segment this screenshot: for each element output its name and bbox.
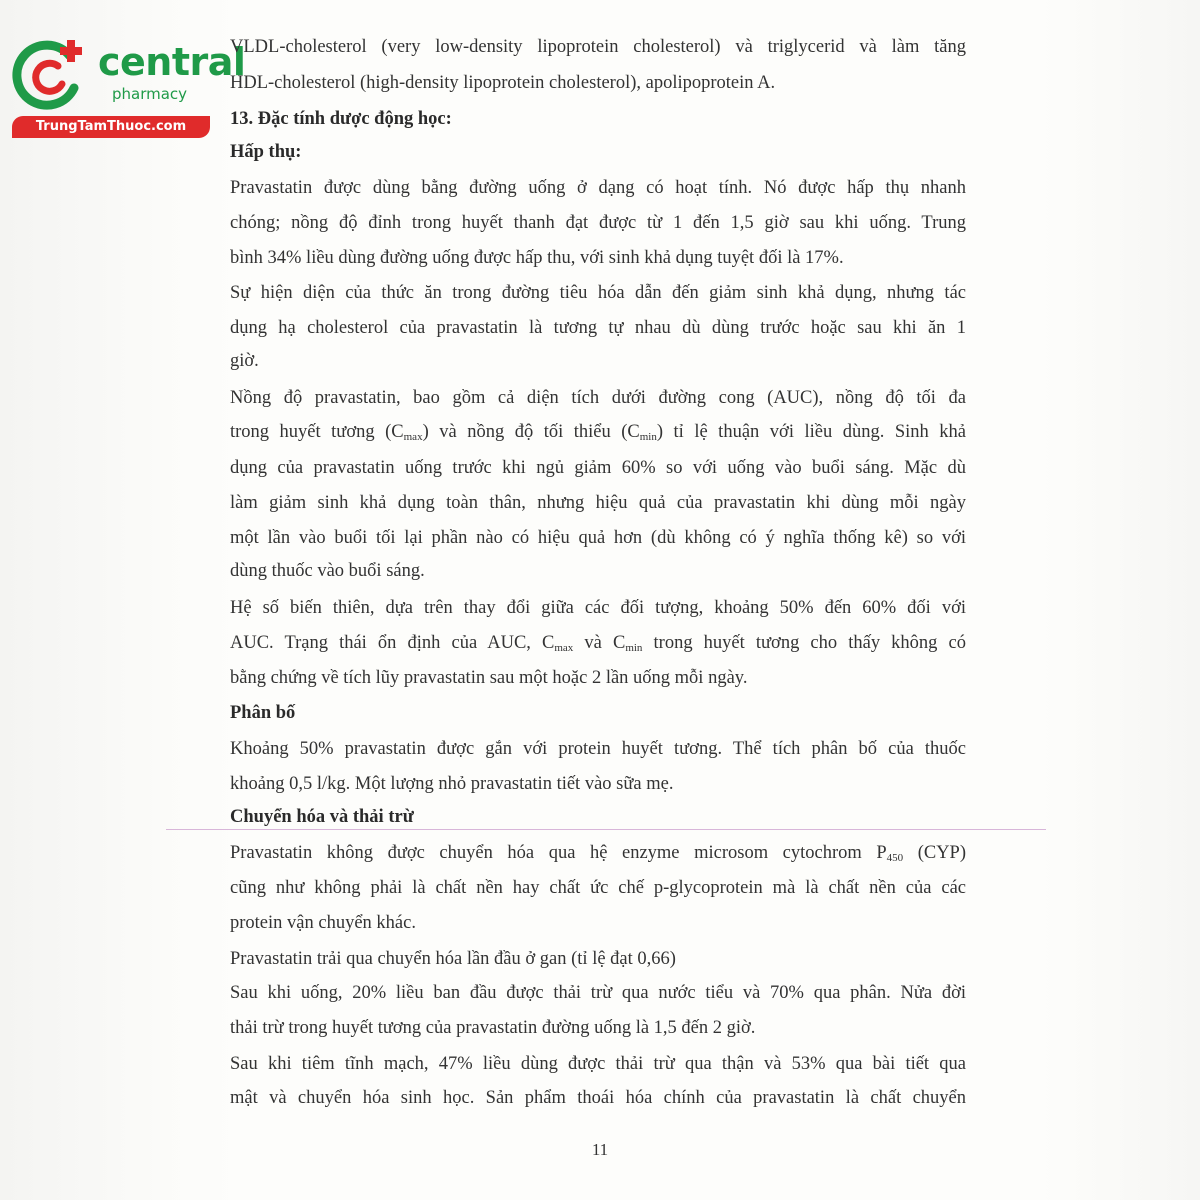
section-heading: Hấp thụ: (230, 142, 302, 162)
text-line: Sau khi tiêm tĩnh mạch, 47% liều dùng được thải trừ qua thận và 53% qua bài tiết qua (230, 1054, 966, 1074)
text-line: thải trừ trong huyết tương của pravastatin đường uống là 1,5 đến 2 giờ. (230, 1018, 756, 1038)
brand-name: central (98, 40, 246, 84)
brand-tagline: pharmacy (112, 85, 188, 103)
text-segment: trong huyết tương (C (230, 422, 404, 442)
text-line: Nồng độ pravastatin, bao gồm cả diện tích dưới đường cong (AUC), nồng độ tối đa (230, 388, 966, 408)
section-heading: 13. Đặc tính dược động học: (230, 109, 452, 129)
text-line: một lần vào buổi tối lại phần nào có hiệu quả hơn (dù không có ý nghĩa thống kê) so với (230, 528, 966, 548)
text-line: Hệ số biến thiên, dựa trên thay đổi giữa các đối tượng, khoảng 50% đến 60% đối với (230, 598, 966, 618)
subscript: min (625, 642, 643, 654)
brand-url[interactable]: TrungTamThuoc.com (35, 119, 187, 134)
subscript: max (554, 642, 574, 654)
text-line (230, 630, 966, 656)
text-line: chóng; nồng độ đỉnh trong huyết thanh đạt được từ 1 đến 1,5 giờ sau khi uống. Trung (230, 213, 966, 233)
text-segment: và C (573, 633, 626, 653)
text-segment: ) và nồng độ tối thiểu (C (422, 422, 640, 442)
text-line: Pravastatin trải qua chuyển hóa lần đầu ở gan (tỉ lệ đạt 0,66) (230, 949, 676, 969)
text-line: dùng thuốc vào buổi sáng. (230, 561, 425, 581)
subscript: min (639, 431, 657, 443)
text-line: Pravastatin được dùng bằng đường uống ở dạng có hoạt tính. Nó được hấp thụ nhanh (230, 178, 966, 198)
text-line: mật và chuyển hóa sinh học. Sản phẩm thoái hóa chính của pravastatin là chất chuyển (230, 1088, 966, 1108)
pharmacy-cross-logo-icon (12, 36, 92, 116)
text-line: Sự hiện diện của thức ăn trong đường tiêu hóa dẫn đến giảm sinh khả dụng, nhưng tác (230, 283, 966, 303)
text-segment: (CYP) (903, 843, 967, 863)
text-line: HDL-cholesterol (high-density lipoprotein cholesterol), apolipoprotein A. (230, 73, 776, 93)
subscript: max (403, 431, 423, 443)
text-line: dụng hạ cholesterol của pravastatin là tương tự nhau dù dùng trước hoặc sau khi ăn 1 (230, 318, 966, 338)
section-heading: Chuyển hóa và thải trừ (230, 807, 414, 827)
text-segment: Pravastatin không được chuyển hóa qua hệ enzyme microsom cytochrom P (230, 843, 887, 863)
text-line: khoảng 0,5 l/kg. Một lượng nhỏ pravastatin tiết vào sữa mẹ. (230, 774, 674, 794)
text-segment: trong huyết tương cho thấy không có (642, 633, 966, 653)
page-number: 11 (591, 1140, 609, 1159)
text-segment: AUC. Trạng thái ổn định của AUC, C (230, 633, 555, 653)
text-line: giờ. (230, 351, 259, 371)
text-line: cũng như không phải là chất nền hay chất ức chế p-glycoprotein mà là chất nền của các (230, 878, 966, 898)
text-line (230, 419, 966, 445)
text-segment: ) tỉ lệ thuận với liều dùng. Sinh khả (656, 422, 966, 442)
text-line: làm giảm sinh khả dụng toàn thân, nhưng hiệu quả của pravastatin khi dùng mỗi ngày (230, 493, 966, 513)
text-line: VLDL-cholesterol (very low-density lipoprotein cholesterol) và triglycerid và làm tăng (230, 37, 966, 57)
text-line: bằng chứng về tích lũy pravastatin sau một hoặc 2 lần uống mỗi ngày. (230, 668, 748, 688)
section-heading: Phân bố (230, 703, 296, 723)
text-line: dụng của pravastatin uống trước khi ngủ giảm 60% so với uống vào buổi sáng. Mặc dù (230, 458, 966, 478)
text-line: Khoảng 50% pravastatin được gắn với protein huyết tương. Thể tích phân bố của thuốc (230, 739, 966, 759)
text-line: Sau khi uống, 20% liều ban đầu được thải trừ qua nước tiểu và 70% qua phân. Nửa đời (230, 983, 966, 1003)
section-divider (166, 829, 1046, 830)
text-line (230, 840, 966, 866)
text-line: protein vận chuyển khác. (230, 913, 416, 933)
text-line: bình 34% liều dùng đường uống được hấp thu, với sinh khả dụng tuyệt đối là 17%. (230, 248, 844, 268)
subscript: 450 (886, 852, 904, 864)
central-pharmacy-logo[interactable] (12, 36, 246, 136)
